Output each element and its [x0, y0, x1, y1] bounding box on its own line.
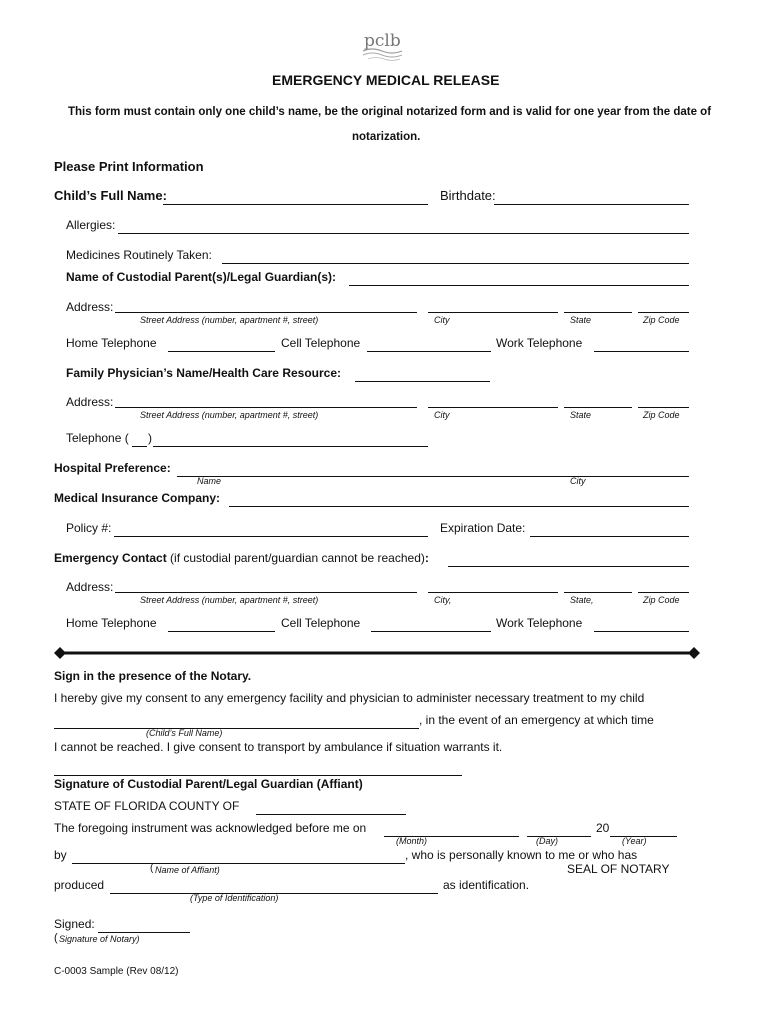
consent-text-1: I hereby give my consent to any emergency facility and physician to administer necessary treatment to my child — [54, 691, 645, 705]
signature-notary-paren: ( — [54, 932, 58, 944]
guardian-label: Name of Custodial Parent(s)/Legal Guardian(s): — [66, 270, 337, 284]
emergency-street-field[interactable] — [115, 576, 417, 593]
cell-tel-label-3: Cell Telephone — [281, 616, 361, 630]
emergency-contact-label — [54, 551, 429, 565]
state-caption-3: State, — [570, 595, 594, 605]
guardian-field[interactable] — [349, 269, 689, 286]
physician-state-field[interactable] — [564, 391, 632, 408]
year-field[interactable] — [610, 820, 677, 837]
personally-known-text: , who is personally known to me or who has — [405, 848, 638, 862]
emergency-state-field[interactable] — [564, 576, 632, 593]
allergies-label: Allergies: — [66, 218, 116, 232]
county-field[interactable] — [256, 798, 406, 815]
physician-street-field[interactable] — [115, 391, 417, 408]
state-caption-1: State — [570, 315, 592, 325]
year-prefix: 20 — [596, 821, 610, 835]
type-id-caption: (Type of Identification) — [190, 893, 279, 903]
child-name-label: Child’s Full Name: — [54, 188, 167, 203]
intro-text-2: notarization. — [352, 131, 421, 143]
print-info-heading: Please Print Information — [54, 159, 204, 174]
year-caption: (Year) — [622, 836, 647, 846]
home-tel-label-3: Home Telephone — [66, 616, 157, 630]
policy-label: Policy #: — [66, 521, 112, 535]
allergies-field[interactable] — [118, 217, 689, 234]
state-caption-2: State — [570, 410, 592, 420]
affiant-signature-field[interactable] — [54, 759, 462, 776]
child-name-field[interactable] — [163, 188, 428, 205]
form-title: EMERGENCY MEDICAL RELEASE — [272, 72, 500, 88]
day-field[interactable] — [527, 820, 591, 837]
identification-field[interactable] — [110, 877, 438, 894]
physician-telephone-paren: ) — [148, 431, 152, 445]
expiration-label: Expiration Date: — [440, 521, 526, 535]
consent-text-2: , in the event of an emergency at which time — [419, 713, 654, 727]
intro-text-1: This form must contain only one child’s name, be the original notarized form and is valid for one year from the date of — [68, 106, 712, 118]
emergency-work-tel-field[interactable] — [594, 615, 689, 632]
insurance-label: Medical Insurance Company: — [54, 491, 221, 505]
physician-field[interactable] — [355, 365, 490, 382]
address-label-1: Address: — [66, 300, 114, 314]
physician-telephone-field[interactable] — [153, 430, 428, 447]
logo-text: pclb — [364, 31, 401, 51]
guardian-home-tel-field[interactable] — [168, 335, 275, 352]
signed-label: Signed: — [54, 917, 95, 931]
physician-telephone-label: Telephone ( — [66, 431, 129, 445]
hospital-name-caption: Name — [197, 476, 222, 486]
child-full-name-caption: (Child’s Full Name) — [146, 728, 223, 738]
signature-notary-caption: Signature of Notary) — [59, 934, 140, 944]
notary-signature-field[interactable] — [98, 916, 190, 933]
physician-label: Family Physician’s Name/Health Care Resource: — [66, 366, 342, 380]
month-field[interactable] — [384, 820, 519, 837]
hospital-city-caption: City — [570, 476, 586, 486]
emergency-contact-note: (if custodial parent/guardian cannot be reached) — [166, 551, 425, 565]
cell-tel-label-1: Cell Telephone — [281, 336, 361, 350]
affiant-signature-label: Signature of Custodial Parent/Legal Guardian (Affiant) — [54, 777, 363, 791]
guardian-zip-field[interactable] — [638, 296, 689, 313]
policy-field[interactable] — [114, 520, 428, 537]
address-label-3: Address: — [66, 580, 114, 594]
form-footer: C-0003 Sample (Rev 08/12) — [54, 966, 179, 977]
emergency-cell-tel-field[interactable] — [371, 615, 491, 632]
as-identification-text: as identification. — [443, 878, 530, 892]
physician-area-code-field[interactable] — [132, 430, 147, 447]
guardian-city-field[interactable] — [428, 296, 558, 313]
physician-zip-field[interactable] — [638, 391, 689, 408]
affiant-name-caption-paren: ( — [150, 863, 154, 874]
home-tel-label-1: Home Telephone — [66, 336, 157, 350]
street-caption-3: Street Address (number, apartment #, street) — [140, 595, 319, 605]
seal-of-notary: SEAL OF NOTARY — [567, 862, 670, 876]
emergency-contact-colon: : — [424, 551, 429, 565]
physician-city-field[interactable] — [428, 391, 558, 408]
insurance-field[interactable] — [229, 490, 689, 507]
zip-caption-2: Zip Code — [643, 410, 680, 420]
address-label-2: Address: — [66, 395, 114, 409]
street-caption-1: Street Address (number, apartment #, street) — [140, 315, 319, 325]
notary-heading: Sign in the presence of the Notary. — [54, 669, 252, 683]
by-label: by — [54, 848, 67, 862]
city-caption-1: City — [434, 315, 450, 325]
emergency-home-tel-field[interactable] — [168, 615, 275, 632]
hospital-field[interactable] — [177, 460, 689, 477]
month-caption: (Month) — [396, 836, 428, 846]
emergency-zip-field[interactable] — [638, 576, 689, 593]
acknowledged-text: The foregoing instrument was acknowledged before me on — [54, 821, 367, 835]
produced-label: produced — [54, 878, 105, 892]
affiant-name-field[interactable] — [72, 847, 405, 864]
affiant-name-caption: Name of Affiant) — [155, 865, 220, 875]
medicines-label: Medicines Routinely Taken: — [66, 248, 212, 262]
pclb-logo — [360, 28, 414, 64]
hospital-label: Hospital Preference: — [54, 461, 171, 475]
consent-child-name-field[interactable] — [54, 712, 419, 729]
section-divider — [54, 646, 700, 660]
guardian-cell-tel-field[interactable] — [367, 335, 491, 352]
city-caption-2: City — [434, 410, 450, 420]
medicines-field[interactable] — [222, 247, 689, 264]
birthdate-label: Birthdate: — [440, 188, 496, 203]
guardian-work-tel-field[interactable] — [594, 335, 689, 352]
zip-caption-1: Zip Code — [643, 315, 680, 325]
birthdate-field[interactable] — [494, 188, 689, 205]
work-tel-label-1: Work Telephone — [496, 336, 583, 350]
expiration-field[interactable] — [530, 520, 689, 537]
consent-text-3: I cannot be reached. I give consent to transport by ambulance if situation warrants it. — [54, 740, 503, 754]
street-caption-2: Street Address (number, apartment #, street) — [140, 410, 319, 420]
guardian-state-field[interactable] — [564, 296, 632, 313]
city-caption-3: City, — [434, 595, 452, 605]
state-county-label: STATE OF FLORIDA COUNTY OF — [54, 799, 240, 813]
emergency-contact-bold: Emergency Contact — [54, 551, 167, 565]
day-caption: (Day) — [536, 836, 558, 846]
guardian-street-field[interactable] — [115, 296, 417, 313]
zip-caption-3: Zip Code — [643, 595, 680, 605]
work-tel-label-3: Work Telephone — [496, 616, 583, 630]
emergency-city-field[interactable] — [428, 576, 558, 593]
emergency-contact-field[interactable] — [448, 550, 689, 567]
